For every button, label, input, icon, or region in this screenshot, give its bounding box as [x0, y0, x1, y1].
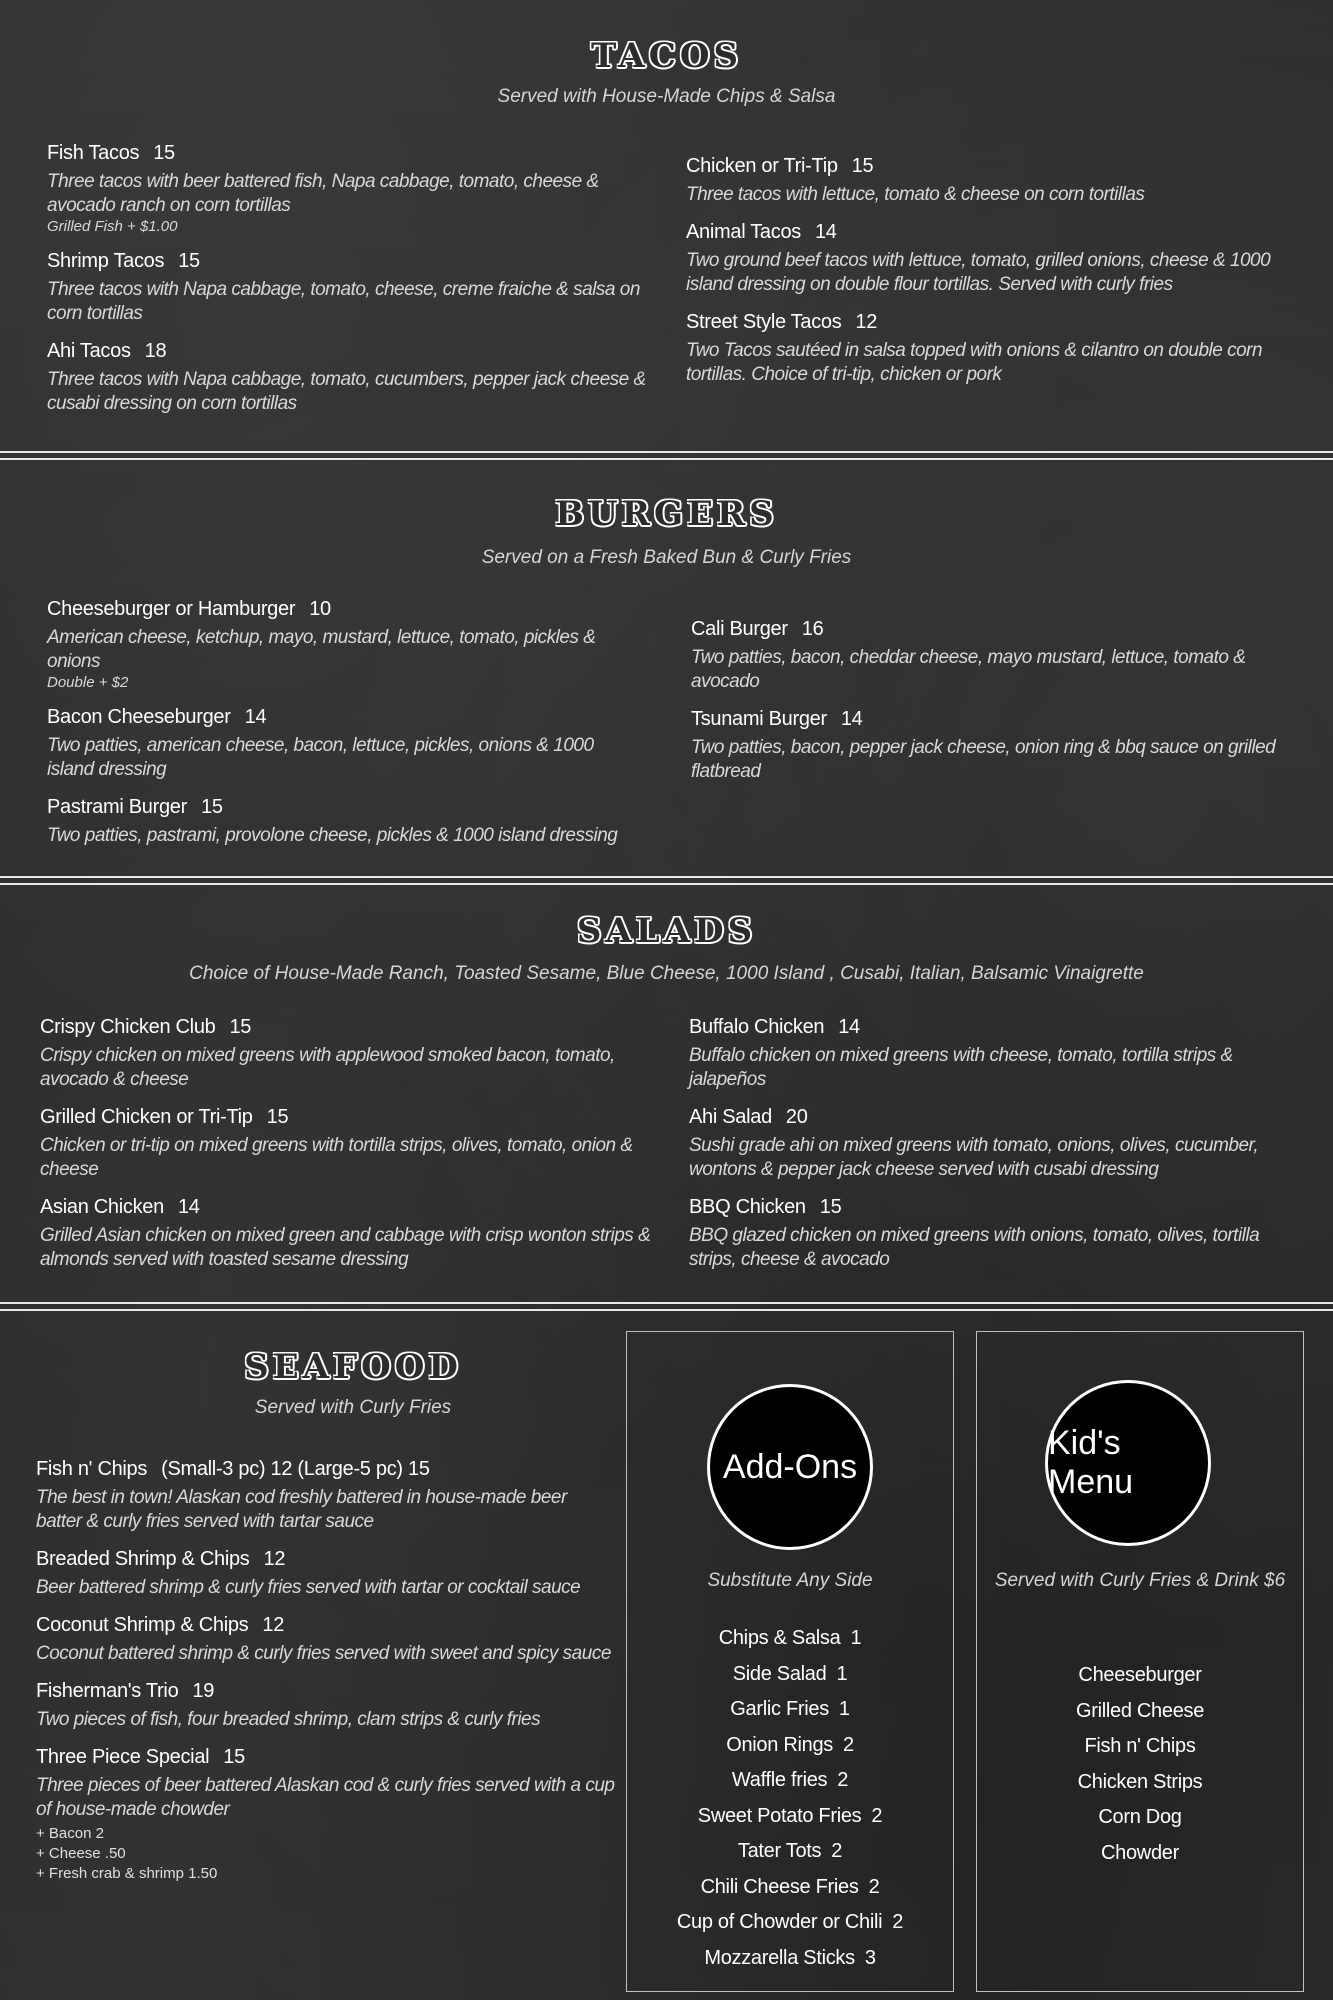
menu-item [47, 794, 637, 848]
menu-item-description: Three tacos with lettuce, tomato & cheese on corn tortillas [686, 184, 1145, 205]
menu-item-title: Cali Burger [691, 618, 788, 640]
addon-item [627, 1870, 953, 1906]
menu-item-description: Two pieces of fish, four breaded shrimp, clam strips & curly fries [36, 1709, 541, 1730]
menu-item-name [36, 1612, 616, 1638]
menu-item-name [47, 596, 637, 622]
menu-item-title: Crispy Chicken Club [40, 1016, 216, 1038]
menu-item-description: Grilled Asian chicken on mixed green and cabbage with crisp wonton strips & almonds served with toasted sesame dressing [40, 1225, 651, 1270]
menu-item-name [40, 1014, 655, 1040]
menu-item-title: Fish n' Chips [36, 1458, 148, 1480]
tacos-subtitle: Served with House-Made Chips & Salsa [497, 86, 836, 107]
menu-item [686, 153, 1296, 207]
burgers-right-column [691, 616, 1301, 796]
menu-item [36, 1612, 616, 1666]
menu-item-description: The best in town! Alaskan cod freshly battered in house-made beer batter & curly fries served with tartar sauce [36, 1487, 567, 1532]
addon-item-price: 1 [850, 1627, 862, 1649]
menu-item-note: Grilled Fish + $1.00 [47, 218, 178, 235]
menu-item [47, 596, 637, 692]
menu-item-description: Two ground beef tacos with lettuce, tomato, grilled onions, cheese & 1000 island dressing on double flour tortillas. Served with curly fries [686, 250, 1271, 295]
menu-item-name [36, 1546, 616, 1572]
addons-list [627, 1621, 953, 1976]
menu-item-title: Fish Tacos [47, 142, 140, 164]
addon-item [627, 1905, 953, 1941]
menu-item-description: Three tacos with Napa cabbage, tomato, cheese, creme fraiche & salsa on corn tortillas [47, 279, 640, 324]
kids-item: Fish n' Chips [1084, 1735, 1196, 1757]
menu-item-price: 15 [819, 1196, 842, 1218]
seafood-column [36, 1456, 616, 1884]
menu-item-price: 14 [840, 708, 863, 730]
menu-item-name [691, 616, 1301, 642]
kids-item: Grilled Cheese [1075, 1699, 1205, 1722]
addon-item-price: 2 [837, 1769, 849, 1791]
addon-item [627, 1692, 953, 1728]
menu-item-name [36, 1678, 616, 1704]
kids-item: Corn Dog [1098, 1806, 1182, 1828]
addons-badge [707, 1384, 873, 1550]
menu-item-price: 12 [263, 1548, 286, 1570]
menu-item-title: Grilled Chicken or Tri-Tip [40, 1106, 253, 1128]
addon-item [627, 1941, 953, 1977]
menu-item-price: 12 [262, 1614, 285, 1636]
menu-item-title: Ahi Tacos [47, 340, 131, 362]
menu-item [36, 1456, 616, 1534]
salads-title: SALADS [576, 911, 757, 951]
menu-item-description: Sushi grade ahi on mixed greens with tomato, onions, olives, cucumber, wontons & pepper jack cheese served with cusabi dressing [689, 1135, 1259, 1180]
menu-item-name [40, 1104, 655, 1130]
addon-item [627, 1728, 953, 1764]
addon-item-name: Sweet Potato Fries [697, 1804, 862, 1827]
menu-item-name [686, 153, 1296, 179]
kids-item: Chowder [1101, 1841, 1179, 1864]
menu-item-description: Buffalo chicken on mixed greens with cheese, tomato, tortilla strips & jalapeños [689, 1045, 1233, 1090]
menu-item-name [686, 309, 1296, 335]
addon-item-name: Tater Tots [737, 1840, 822, 1862]
tacos-section [0, 0, 1333, 450]
menu-item-title: Cheeseburger or Hamburger [47, 598, 296, 620]
burgers-section [0, 462, 1333, 872]
extra-crab-shrimp: + Fresh crab & shrimp 1.50 [36, 1865, 218, 1882]
kids-item: Chicken Strips [1077, 1770, 1203, 1793]
addon-item-name: Mozzarella Sticks [704, 1946, 855, 1969]
menu-item [691, 706, 1301, 784]
menu-item-title: Shrimp Tacos [47, 250, 165, 272]
salads-subtitle: Choice of House-Made Ranch, Toasted Sesame, Blue Cheese, 1000 Island , Cusabi, Italian, Balsamic Vinaigrette [189, 963, 1144, 984]
kids-menu-subtitle: Served with Curly Fries & Drink $6 [994, 1570, 1286, 1591]
menu-item-price: 14 [814, 221, 837, 243]
seafood-items [36, 1456, 616, 1822]
menu-item-description: Coconut battered shrimp & curly fries served with sweet and spicy sauce [36, 1643, 611, 1664]
menu-item-price: 15 [223, 1746, 245, 1768]
menu-item [689, 1194, 1299, 1272]
menu-item-description: Two Tacos sautéed in salsa topped with onions & cilantro on double corn tortillas. Choice of tri-tip, chicken or pork [686, 340, 1263, 385]
menu-item-price: 14 [177, 1196, 200, 1218]
menu-item-description: Crispy chicken on mixed greens with applewood smoked bacon, tomato, avocado & cheese [40, 1045, 615, 1090]
menu-item-name [47, 704, 637, 730]
addon-item-name: Chips & Salsa [718, 1627, 841, 1649]
menu-item-description: Two patties, pastrami, provolone cheese, pickles & 1000 island dressing [47, 825, 618, 846]
menu-item-name [686, 219, 1296, 245]
addon-item-name: Cup of Chowder or Chili [676, 1911, 883, 1933]
menu-item-price: 10 [309, 598, 331, 620]
menu-item-price: 20 [785, 1106, 808, 1128]
tacos-title: TACOS [590, 36, 743, 76]
addons-box [626, 1331, 954, 1992]
menu-item-name [47, 794, 637, 820]
menu-item-description: Two patties, american cheese, bacon, lettuce, pickles, onions & 1000 island dressing [47, 735, 594, 780]
menu-item-description: Beer battered shrimp & curly fries served with tartar or cocktail sauce [36, 1577, 581, 1598]
addon-item [627, 1621, 953, 1657]
menu-item [36, 1546, 616, 1600]
menu-item-price: 15 [153, 142, 175, 164]
menu-item-description: Chicken or tri-tip on mixed greens with tortilla strips, olives, tomato, onion & cheese [40, 1135, 633, 1180]
seafood-subtitle: Served with Curly Fries [254, 1397, 452, 1418]
addon-item-name: Chili Cheese Fries [700, 1875, 859, 1898]
menu-item [686, 219, 1296, 297]
menu-item-name [689, 1104, 1299, 1130]
addon-item [627, 1763, 953, 1799]
menu-item-name [689, 1194, 1299, 1220]
menu-item [689, 1014, 1299, 1092]
kids-menu-title: Kid's Menu [1048, 1424, 1134, 1501]
menu-item-title: Pastrami Burger [47, 796, 187, 818]
menu-item-name [691, 706, 1301, 732]
menu-item-price: (Small-3 pc) 12 (Large-5 pc) 15 [161, 1458, 430, 1480]
menu-item-title: Chicken or Tri-Tip [686, 155, 838, 177]
addon-item-price: 1 [838, 1698, 850, 1720]
menu-item-description: American cheese, ketchup, mayo, mustard, lettuce, tomato, pickles & onions [47, 627, 596, 672]
menu-item-description: Three pieces of beer battered Alaskan cod & curly fries served with a cup of house-made chowder [36, 1775, 615, 1820]
divider-2 [0, 876, 1333, 885]
kids-menu-list [977, 1658, 1303, 1871]
salads-section [0, 887, 1333, 1297]
menu-item-description: Three tacos with Napa cabbage, tomato, cucumbers, pepper jack cheese & cusabi dressing on corn tortillas [47, 369, 646, 414]
menu-item [686, 309, 1296, 387]
menu-item [689, 1104, 1299, 1182]
menu-item-price: 15 [178, 250, 200, 272]
burgers-title: BURGERS [555, 494, 778, 534]
extra-bacon: + Bacon 2 [36, 1825, 104, 1842]
menu-item [47, 140, 647, 236]
menu-item-description: Two patties, bacon, pepper jack cheese, onion ring & bbq sauce on grilled flatbread [691, 737, 1276, 782]
burgers-left-column [47, 596, 637, 860]
salads-right-column [689, 1014, 1299, 1284]
menu-item-name [689, 1014, 1299, 1040]
menu-item-name [40, 1194, 655, 1220]
kids-menu-box [976, 1331, 1304, 1992]
menu-item [40, 1014, 655, 1092]
menu-item [47, 704, 637, 782]
extra-cheese: + Cheese .50 [36, 1845, 126, 1862]
menu-item-price: 15 [229, 1016, 252, 1038]
menu-item-title: Coconut Shrimp & Chips [36, 1614, 249, 1636]
divider-1 [0, 451, 1333, 460]
menu-item-title: Tsunami Burger [691, 708, 827, 730]
tacos-right-column [686, 153, 1296, 399]
menu-item-title: Street Style Tacos [686, 311, 842, 333]
addon-item-price: 3 [864, 1946, 876, 1969]
menu-item-price: 18 [144, 340, 167, 362]
addon-item-name: Side Salad [732, 1662, 827, 1685]
seafood-section [0, 1313, 1333, 2000]
addons-title: Add-Ons [722, 1447, 858, 1486]
addon-item-price: 2 [831, 1840, 843, 1862]
menu-item [40, 1194, 655, 1272]
addon-item-price: 1 [836, 1662, 848, 1685]
menu-item-title: Three Piece Special [36, 1746, 210, 1768]
menu-item-title: Animal Tacos [686, 221, 801, 243]
addon-item-price: 2 [871, 1804, 883, 1827]
kids-item: Cheeseburger [1078, 1664, 1202, 1686]
menu-item [36, 1744, 616, 1822]
addon-item-name: Garlic Fries [730, 1698, 829, 1720]
menu-item-title: BBQ Chicken [689, 1196, 806, 1218]
kids-menu-badge [1045, 1380, 1211, 1546]
seafood-extras [36, 1824, 616, 1884]
menu-item-note: Double + $2 [47, 674, 129, 691]
addon-item [627, 1799, 953, 1835]
menu-item-title: Ahi Salad [689, 1106, 772, 1128]
addon-item-name: Onion Rings [726, 1733, 833, 1756]
menu-item [47, 338, 647, 416]
menu-item-description: Three tacos with beer battered fish, Napa cabbage, tomato, cheese & avocado ranch on corn tortillas [47, 171, 599, 216]
menu-item [40, 1104, 655, 1182]
addon-item [627, 1834, 953, 1870]
burgers-subtitle: Served on a Fresh Baked Bun & Curly Fries [481, 547, 852, 568]
menu-item-title: Asian Chicken [40, 1196, 164, 1218]
menu-item-price: 12 [855, 311, 878, 333]
addon-item-price: 2 [842, 1733, 854, 1756]
menu-item-price: 15 [201, 796, 223, 818]
menu-item [691, 616, 1301, 694]
menu-item-name [36, 1744, 616, 1770]
menu-item-description: Two patties, bacon, cheddar cheese, mayo mustard, lettuce, tomato & avocado [691, 647, 1246, 692]
menu-item [47, 248, 647, 326]
menu-item-price: 14 [838, 1016, 860, 1038]
menu-item-title: Buffalo Chicken [689, 1016, 825, 1038]
addon-item [627, 1657, 953, 1693]
divider-3 [0, 1302, 1333, 1311]
addon-item-price: 2 [868, 1875, 880, 1898]
menu-item-title: Breaded Shrimp & Chips [36, 1548, 250, 1570]
addons-subtitle: Substitute Any Side [707, 1570, 873, 1591]
menu-item-title: Bacon Cheeseburger [47, 706, 231, 728]
menu-item-description: BBQ glazed chicken on mixed greens with onions, tomato, olives, tortilla strips, cheese & avocado [689, 1225, 1260, 1270]
menu-item-price: 16 [801, 618, 824, 640]
menu-item-price: 14 [244, 706, 267, 728]
menu-item [36, 1678, 616, 1732]
salads-left-column [40, 1014, 655, 1284]
seafood-title: SEAFOOD [244, 1347, 462, 1387]
menu-item-price: 19 [192, 1680, 215, 1702]
menu-item-name [47, 140, 647, 166]
addon-item-price: 2 [892, 1911, 904, 1933]
menu-item-name [47, 248, 647, 274]
menu-item-title: Fisherman's Trio [36, 1680, 179, 1702]
addon-item-name: Waffle fries [731, 1769, 828, 1791]
menu-item-price: 15 [851, 155, 874, 177]
tacos-left-column [47, 140, 647, 428]
menu-item-name [36, 1456, 616, 1482]
menu-item-price: 15 [266, 1106, 289, 1128]
menu-item-name [47, 338, 647, 364]
